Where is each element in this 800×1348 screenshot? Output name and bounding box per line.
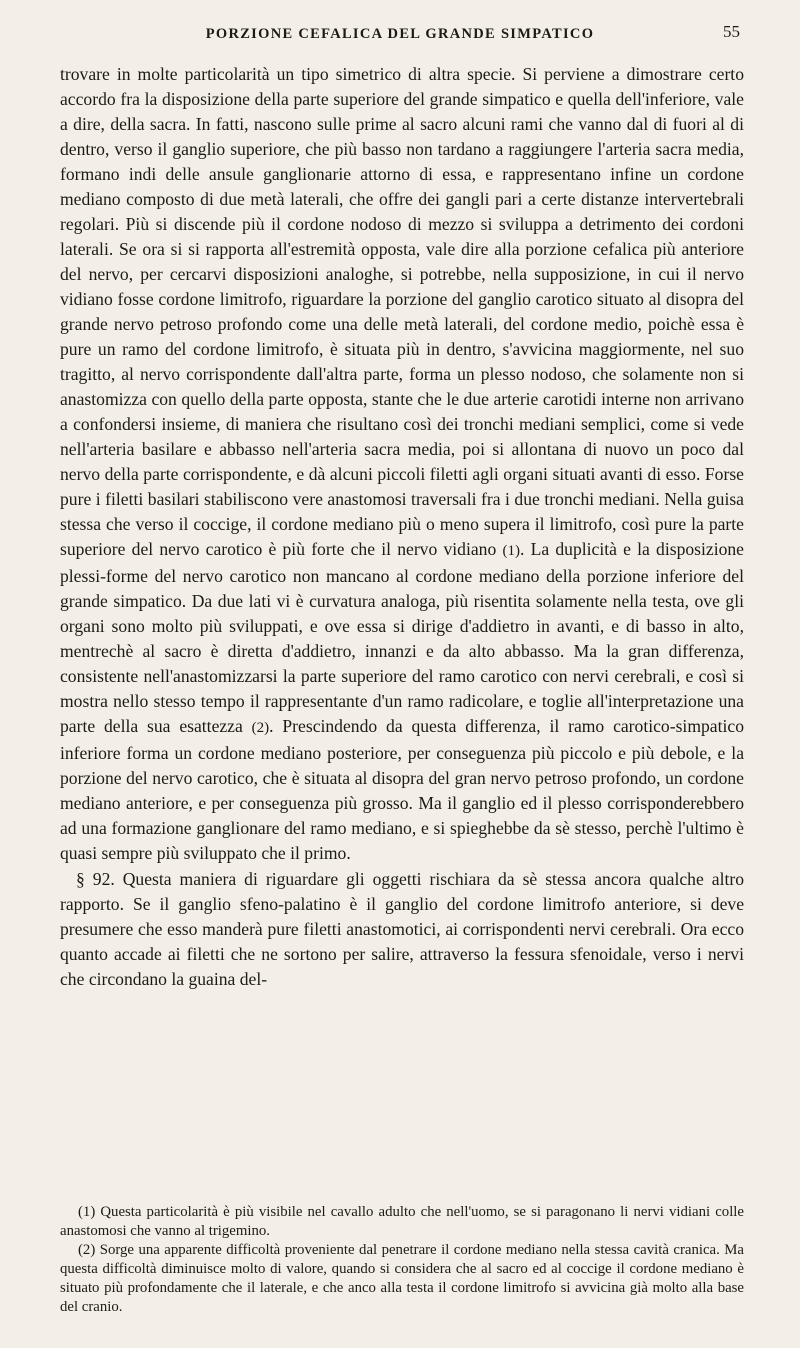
paragraph-2: § 92. Questa maniera di riguardare gli oggetti rischiara da sè stessa ancora qualche altro rapporto. Se il ganglio sfeno-palatino è il ganglio del cordone limitrofo anteriore, si deve presumere che esso manderà pure filetti anastomotici, ai corrispondenti nervi cerebrali. Ora ecco quanto accade ai filetti che ne sortono per salire, attraverso la fessura sfenoidale, verso i nervi che circondano la guaina del-	[60, 868, 744, 989]
paragraph-1	[60, 62, 744, 867]
footnotes	[60, 1203, 744, 1317]
paragraph-1-continued: . La duplicità e la disposizione plessi-forme del nervo carotico non mancano al cordone mediano della porzione inferiore del grande simpatico. Da due lati vi è curvatura analoga, più risentita solamente nella testa, ove gli organi sono molto più sviluppati, e ove essa si dirige d'addietro in avanti, e di basso in alto, mentrechè al sacro è diretta d'addietro, innanzi e da alto abbasso. Ma la gran differenza, consistente nell'anastomizzarsi la parte superiore del ramo carotico con nervi cerebrali, e così si mostra nello stesso tempo il rappresentante d'un ramo radicolare, e toglie all'interpretazione una parte della sua esattezza	[60, 539, 744, 737]
footnote-ref-1: (1)	[502, 543, 520, 560]
page-number: 55	[723, 22, 740, 41]
running-title: PORZIONE CEFALICA DEL GRANDE SIMPATICO	[205, 26, 595, 42]
paragraph-1-end: . Prescindendo da questa differenza, il ramo carotico-simpatico inferiore forma un cordone mediano posteriore, per conseguenza più piccolo e più debole, e la porzione del nervo carotico, che è situata al disopra del gran nervo petroso profondo, un cordone mediano anteriore, e per conseguenza più grosso. Ma il ganglio ed il plesso corrisponderebbero ad una formazione ganglionare del ramo mediano, e si spieghebbe da sè stesso, perchè l'ultimo è quasi sempre più sviluppato che il primo.	[60, 716, 744, 864]
footnote-ref-2: (2)	[251, 720, 270, 737]
footnote-1: (1) Questa particolarità è più visibile nel cavallo adulto che nell'uomo, se si paragonano li nervi vidiani colle anastomosi che vanno al trigemino.	[60, 1204, 744, 1239]
paragraph-1-text: trovare in molte particolarità un tipo simetrico di altra specie. Si perviene a dimostrare certo accordo fra la disposizione della parte superiore del grande simpatico e quella dell'inferiore, vale a dire, della sacra. In fatti, nascono sulle prime al sacro alcuni rami che vanno dal di fuori al di dentro, verso il ganglio superiore, che più basso non tardano a raggiungere l'arteria sacra media, formano indi delle ansule ganglionarie attorno di essa, e rappresentano infine un cordone mediano composto di due metà laterali, che offre dei gangli pari a certe distanze intervertebrali regolari. Più si discende più il cordone nodoso di mezzo si sviluppa a detrimento dei cordoni laterali. Se ora si si rapporta all'estremità opposta, vale dire alla porzione cefalica più anteriore del nervo, per cercarvi disposizioni analoghe, si potrebbe, nella supposizione, in cui il nervo vidiano fosse cordone limitrofo, riguardare la porzione del ganglio carotico situato al disopra del grande nervo petroso profondo come una delle metà laterali, del cordone medio, poichè essa è pure un ramo del cordone limitrofo, è situata più in dentro, s'avvicina maggiormente, nel suo tragitto, al nervo corrispondente dall'altra parte, forma un plesso nodoso, che solamente non si anastomizza con quello della parte opposta, stante che le due arterie carotidi interne non arrivano a confondersi insieme, di maniera che risultano così dei tronchi mediani semplici, come si vede nell'arteria basilare e abbasso nell'arteria sacra media, poi si allontana di nuovo un poco dal nervo della parte corrispondente, e dà alcuni piccoli filetti agli organi situati avanti di esso. Forse pure i filetti basilari stabiliscono vere anastomosi traversali fra i due tronchi mediani. Nella guisa stessa che verso il coccige, il cordone mediano più o meno supera il limitrofo, così pure la parte superiore del nervo carotico è più forte che il nervo vidiano	[60, 64, 744, 560]
footnote-2: (2) Sorge una apparente difficoltà proveniente dal penetrare il cordone mediano nella stessa cavità cranica. Ma questa difficoltà diminuisce molto di valore, quando si considera che al sacro ed al coccige il cordone mediano è situato più profondamente che il laterale, e che anco alla testa il cordone limitrofo si avvicina già molto alla base del cranio.	[60, 1242, 744, 1315]
main-text	[60, 62, 744, 992]
page-header	[60, 22, 740, 50]
